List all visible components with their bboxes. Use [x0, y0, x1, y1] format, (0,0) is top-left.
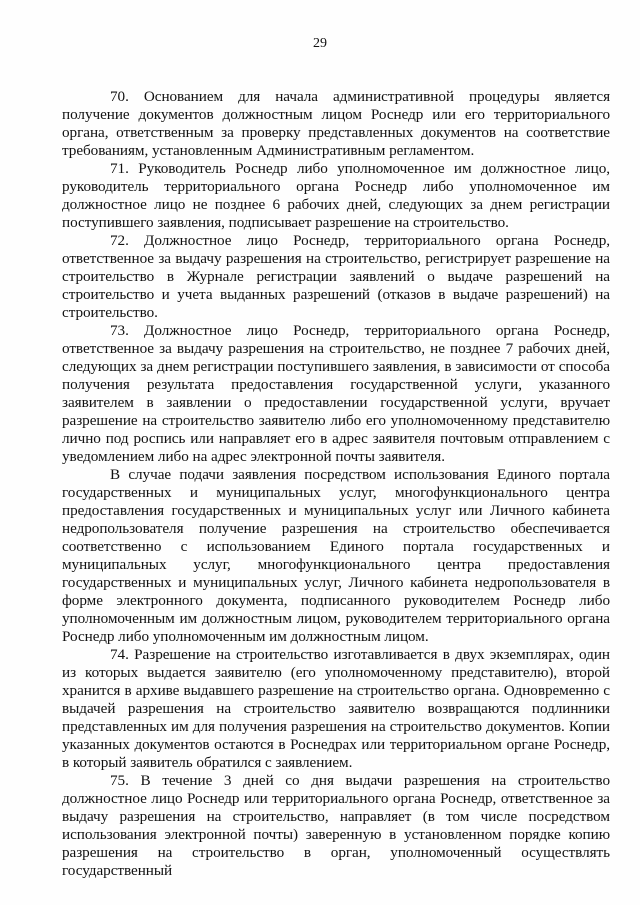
paragraph-72: 72. Должностное лицо Роснедр, территориального органа Роснедр, ответственное за выдачу разрешения на строительство, регистрирует разрешение на строительство в Журнале регистрации заявлений о выдаче разрешений на строительство и учета выданных разрешений (отказов в выдаче разрешений) на строительство.	[62, 232, 610, 321]
page-number: 29	[313, 36, 327, 51]
document-body	[62, 88, 610, 880]
paragraph-75: 75. В течение 3 дней со дня выдачи разрешения на строительство должностное лицо Роснедр или территориального органа Роснедр, ответственное за выдачу разрешения на строительство, направляет (в том числе посредством использования электронной почты) заверенную в установленном порядке копию разрешения на строительство в орган, уполномоченный осуществлять государственный	[62, 772, 610, 879]
paragraph-74: 74. Разрешение на строительство изготавливается в двух экземплярах, один из которых выдается заявителю (его уполномоченному представителю), второй хранится в архиве выдавшего разрешение на строительство органа. Одновременно с выдачей разрешения на строительство заявителю возвращаются подлинники представленных им для получения разрешения на строительство документов. Копии указанных документов остаются в Роснедрах или территориальном органе Роснедр, в который заявитель обратился с заявлением.	[62, 646, 610, 771]
paragraph-73-continuation: В случае подачи заявления посредством использования Единого портала государственных и муниципальных услуг, многофункционального центра предоставления государственных и муниципальных услуг или Личного кабинета недропользователя получение разрешения на строительство обеспечивается соответственно с использованием Единого портала государственных и муниципальных услуг, многофункционального центра предоставления государственных и муниципальных услуг, Личного кабинета недропользователя в форме электронного документа, подписанного руководителем Роснедр либо уполномоченным им должностным лицом, руководителем территориального органа Роснедр либо уполномоченным им должностным лицом.	[62, 466, 610, 645]
paragraph-73: 73. Должностное лицо Роснедр, территориального органа Роснедр, ответственное за выдачу разрешения на строительство, не позднее 7 рабочих дней, следующих за днем регистрации поступившего заявления, в зависимости от способа получения результата предоставления государственной услуги, указанного заявителем в заявлении о предоставлении государственной услуги, вручает разрешение на строительство заявителю либо его уполномоченному представителю лично под роспись или направляет его в адрес заявителя почтовым отправлением с уведомлением либо на адрес электронной почты заявителя.	[62, 322, 610, 465]
paragraph-70: 70. Основанием для начала административной процедуры является получение документов должностным лицом Роснедр или его территориального органа, ответственным за проверку представленных документов на соответствие требованиям, установленным Административным регламентом.	[62, 88, 610, 159]
paragraph-71: 71. Руководитель Роснедр либо уполномоченное им должностное лицо, руководитель территориального органа Роснедр либо уполномоченное им должностное лицо не позднее 6 рабочих дней, следующих за днем регистрации поступившего заявления, подписывает разрешение на строительство.	[62, 160, 610, 231]
